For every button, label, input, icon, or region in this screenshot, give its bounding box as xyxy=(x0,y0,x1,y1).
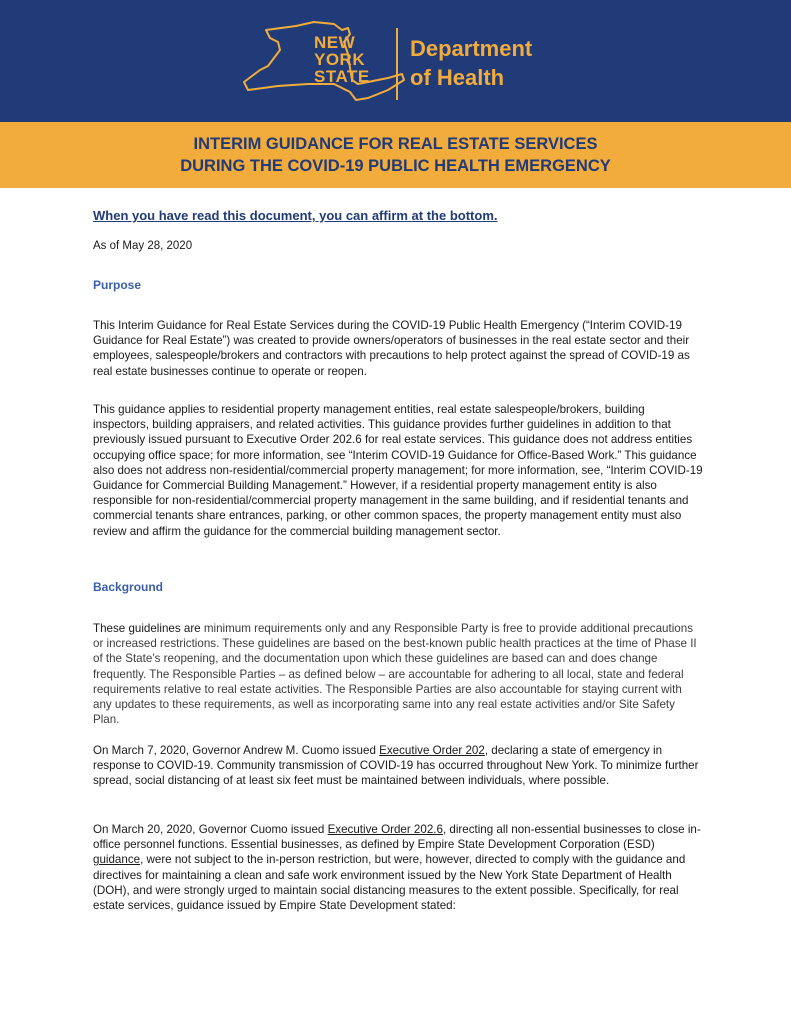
document-title-line-2: DURING THE COVID-19 PUBLIC HEALTH EMERGENCY xyxy=(180,157,611,175)
header-banner xyxy=(0,0,791,122)
background-paragraph-3 xyxy=(93,822,703,913)
new-york-state-wordmark: NEW YORK STATE xyxy=(314,33,370,86)
background-p2-text-after: , declaring a state of emergency in response to COVID-19. Community transmission of COVID-19 has occurred throughout New York. To minimize further spread, social distancing of at least six feet must be maintained between individuals, where possible. xyxy=(93,744,699,788)
background-p1-lead: These guidelines are xyxy=(93,622,201,635)
purpose-heading: Purpose xyxy=(93,278,142,292)
background-p3-text: On March 20, 2020, Governor Cuomo issued xyxy=(93,823,328,836)
background-p3-text-mid: , directing all non-essential businesses to close in-office personnel functions. Essential businesses, as defined by Empire State Development Corporation (ESD) xyxy=(93,823,701,852)
department-of-health-wordmark: Department of Health xyxy=(410,36,533,90)
executive-order-202-link[interactable]: Executive Order 202 xyxy=(379,744,485,757)
background-paragraph-2 xyxy=(93,743,703,789)
affirm-at-bottom-link[interactable]: When you have read this document, you can affirm at the bottom. xyxy=(93,208,498,223)
background-paragraph-1 xyxy=(93,621,703,727)
background-p3-text-after: , were not subject to the in-person restriction, but were, however, directed to comply with the guidance and directives for maintaining a clean and safe work environment issued by the New York State Department of Health (DOH), and were strongly urged to maintain social distancing measures to the extent possible. Specifically, for real estate services, guidance issued by Empire State Development stated: xyxy=(93,853,686,913)
background-p1-rest: minimum requirements only and any Responsible Party is free to provide additional precautions or increased restrictions. These guidelines are based on the best-known public health practices at the time of Phase II of the State’s reopening, and the documentation upon which these guidelines are based can and does change frequently. The Responsible Parties – as defined below – are accountable for adhering to all local, state and federal requirements relative to real estate activities. The Responsible Parties are also accountable for staying current with any updates to these requirements, as well as incorporating same into any real estate activities and/or Site Safety Plan. xyxy=(93,622,697,727)
purpose-paragraph-2: This guidance applies to residential property management entities, real estate salespeople/brokers, building inspectors, building appraisers, and related activities. This guidance provides further guidelines in addition to that previously issued pursuant to Executive Order 202.6 for real estate services. This guidance does not address entities occupying office space; for more information, see “Interim COVID-19 Guidance for Office-Based Work.” This guidance also does not address non-residential/commercial property management; for more information, see, “Interim COVID-19 Guidance for Commercial Building Management.” However, if a residential property management entity is also responsible for non-residential/commercial property management in the same building, and if residential tenants and commercial tenants share entrances, parking, or other common spaces, the property management entity must also review and affirm the guidance for the commercial building management sector. xyxy=(93,403,703,538)
esd-guidance-link[interactable]: guidance xyxy=(93,853,141,867)
document-title-line-1: INTERIM GUIDANCE FOR REAL ESTATE SERVICES xyxy=(193,135,598,153)
logo-divider xyxy=(396,28,398,100)
background-heading: Background xyxy=(93,580,164,594)
document-title-banner xyxy=(0,122,791,188)
executive-order-202-6-link[interactable]: Executive Order 202.6 xyxy=(327,823,443,836)
as-of-date: As of May 28, 2020 xyxy=(93,240,193,252)
purpose-paragraph-1: This Interim Guidance for Real Estate Services during the COVID-19 Public Health Emergency (“Interim COVID-19 Guidance for Real Estate”) was created to provide owners/operators of businesses in the real estate sector and their employees, salespeople/brokers and contractors with precautions to help protect against the spread of COVID-19 as real estate businesses continue to operate or reopen. xyxy=(93,319,690,378)
nys-doh-logo xyxy=(238,20,568,102)
background-p2-text: On March 7, 2020, Governor Andrew M. Cuomo issued xyxy=(93,744,380,757)
